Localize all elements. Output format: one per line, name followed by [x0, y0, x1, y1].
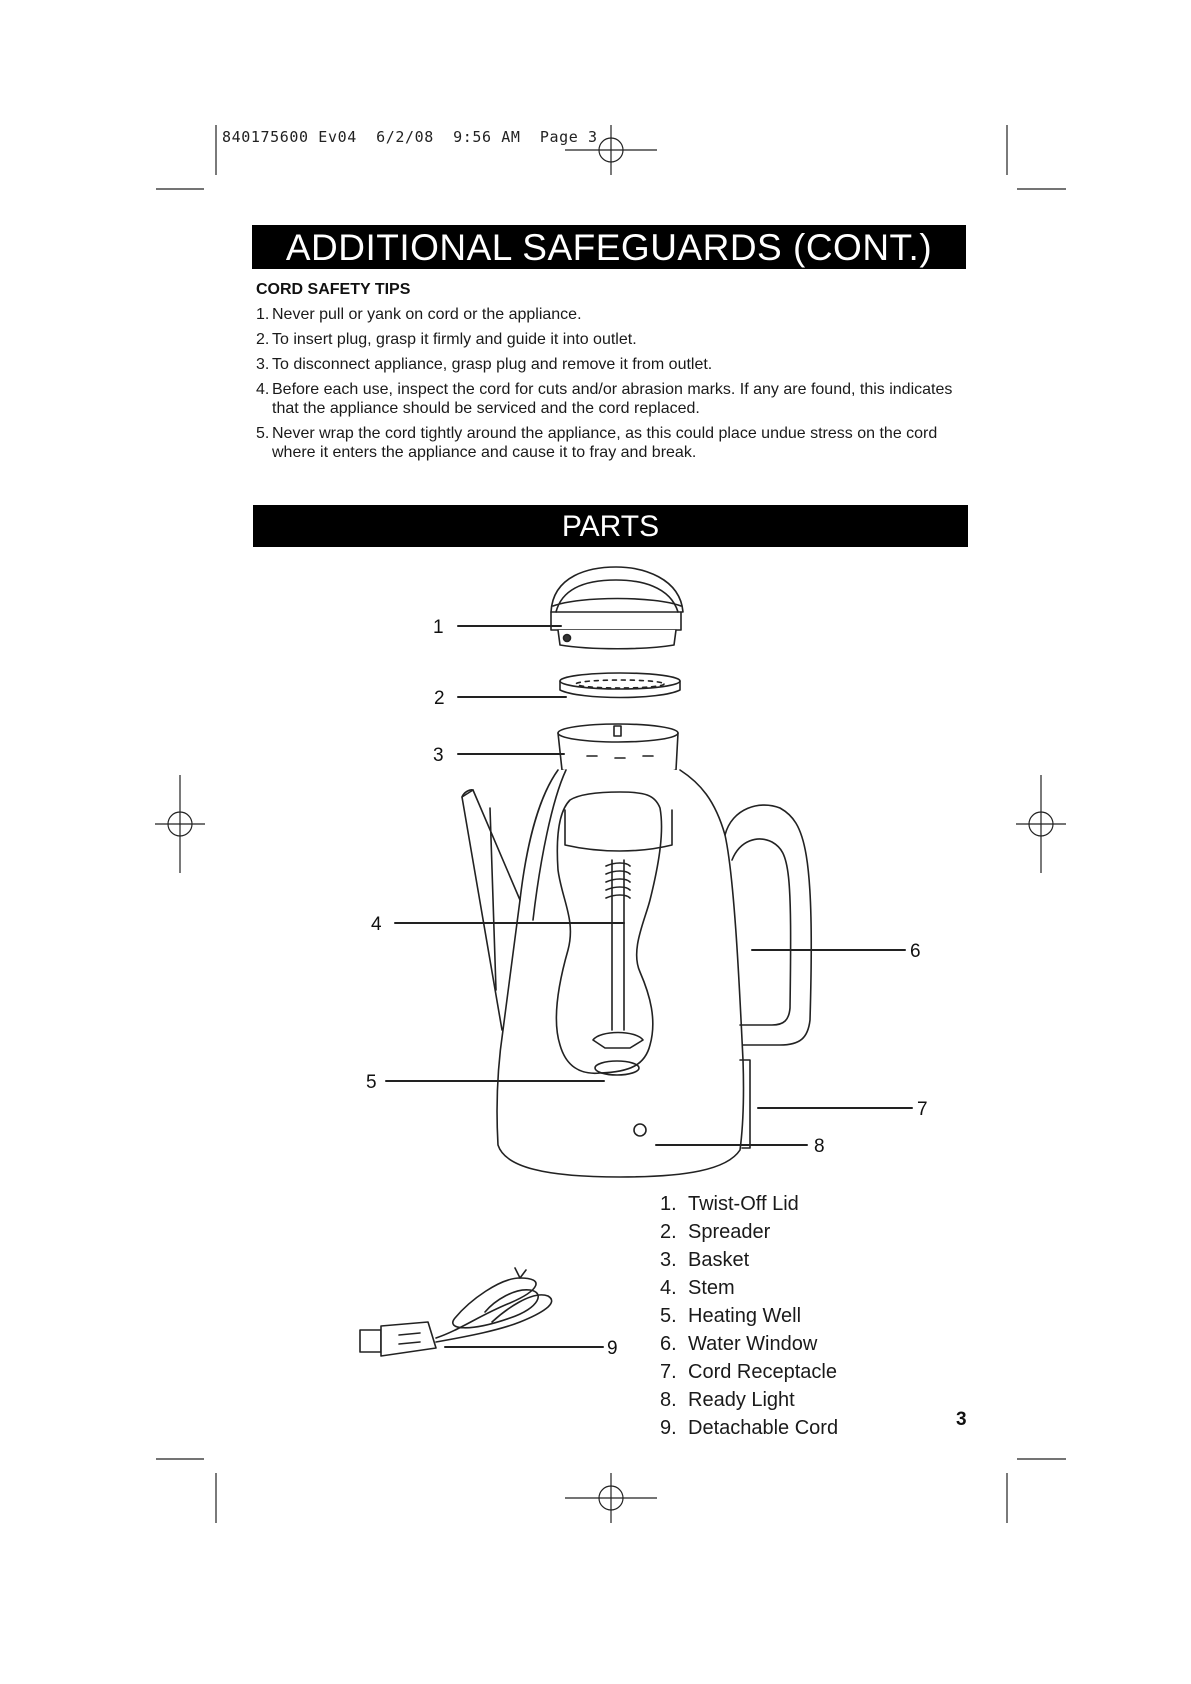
list-item: [660, 1414, 838, 1442]
part-number: 7.: [660, 1361, 677, 1383]
part-number: 1.: [660, 1193, 677, 1215]
callout-6: 6: [910, 941, 921, 962]
basket-illustration: [558, 724, 678, 776]
list-item: [660, 1190, 838, 1218]
part-name: Stem: [688, 1277, 735, 1299]
callout-1: 1: [433, 617, 444, 638]
section-title-parts: PARTS: [253, 505, 968, 547]
list-item: [660, 1274, 838, 1302]
print-slug: 840175600 Ev04 6/2/08 9:56 AM Page 3: [222, 128, 598, 146]
list-item: [660, 1386, 838, 1414]
part-number: 8.: [660, 1389, 677, 1411]
item-text: Never pull or yank on cord or the appliance.: [272, 306, 582, 323]
item-text: Never wrap the cord tightly around the appliance, as this could place undue stress on the cord where it enters the appliance and cause it to fray and break.: [272, 425, 938, 461]
cord-safety-tips-heading: CORD SAFETY TIPS: [256, 281, 411, 298]
part-number: 4.: [660, 1277, 677, 1299]
part-number: 5.: [660, 1305, 677, 1327]
item-number: 5.: [256, 425, 270, 442]
percolator-body-illustration: [462, 770, 811, 1177]
part-name: Cord Receptacle: [688, 1361, 837, 1383]
part-number: 3.: [660, 1249, 677, 1271]
item-text: Before each use, inspect the cord for cuts and/or abrasion marks. If any are found, this indicates that the appliance should be serviced and the cord replaced.: [272, 381, 953, 417]
parts-list: [660, 1190, 838, 1442]
callout-8: 8: [814, 1136, 825, 1157]
callout-9: 9: [607, 1338, 618, 1359]
part-name: Ready Light: [688, 1389, 795, 1411]
part-number: 6.: [660, 1333, 677, 1355]
part-name: Basket: [688, 1249, 750, 1271]
part-name: Detachable Cord: [688, 1417, 839, 1439]
list-item: [660, 1358, 838, 1386]
item-number: 3.: [256, 356, 270, 373]
section-title-additional-safeguards: ADDITIONAL SAFEGUARDS (CONT.): [252, 225, 966, 269]
item-text: To insert plug, grasp it firmly and guide it into outlet.: [272, 331, 637, 348]
spreader-illustration: [560, 673, 680, 698]
callout-3: 3: [433, 745, 444, 766]
list-item: [660, 1218, 838, 1246]
item-number: 1.: [256, 306, 270, 323]
callout-4: 4: [371, 914, 382, 935]
item-number: 2.: [256, 331, 270, 348]
detachable-cord-illustration: [360, 1268, 552, 1356]
item-number: 4.: [256, 381, 270, 398]
callout-2: 2: [434, 688, 445, 709]
callout-5: 5: [366, 1072, 377, 1093]
part-name: Twist-Off Lid: [688, 1193, 799, 1215]
part-name: Heating Well: [688, 1305, 802, 1327]
part-name: Spreader: [688, 1221, 771, 1243]
twist-off-lid-illustration: [551, 567, 683, 649]
callout-7: 7: [917, 1099, 928, 1120]
page-number: 3: [956, 1409, 967, 1430]
item-text: To disconnect appliance, grasp plug and remove it from outlet.: [272, 356, 713, 373]
list-item: [660, 1302, 838, 1330]
list-item: [660, 1246, 838, 1274]
part-number: 9.: [660, 1417, 677, 1439]
part-name: Water Window: [688, 1333, 818, 1355]
list-item: [660, 1330, 838, 1358]
part-number: 2.: [660, 1221, 677, 1243]
